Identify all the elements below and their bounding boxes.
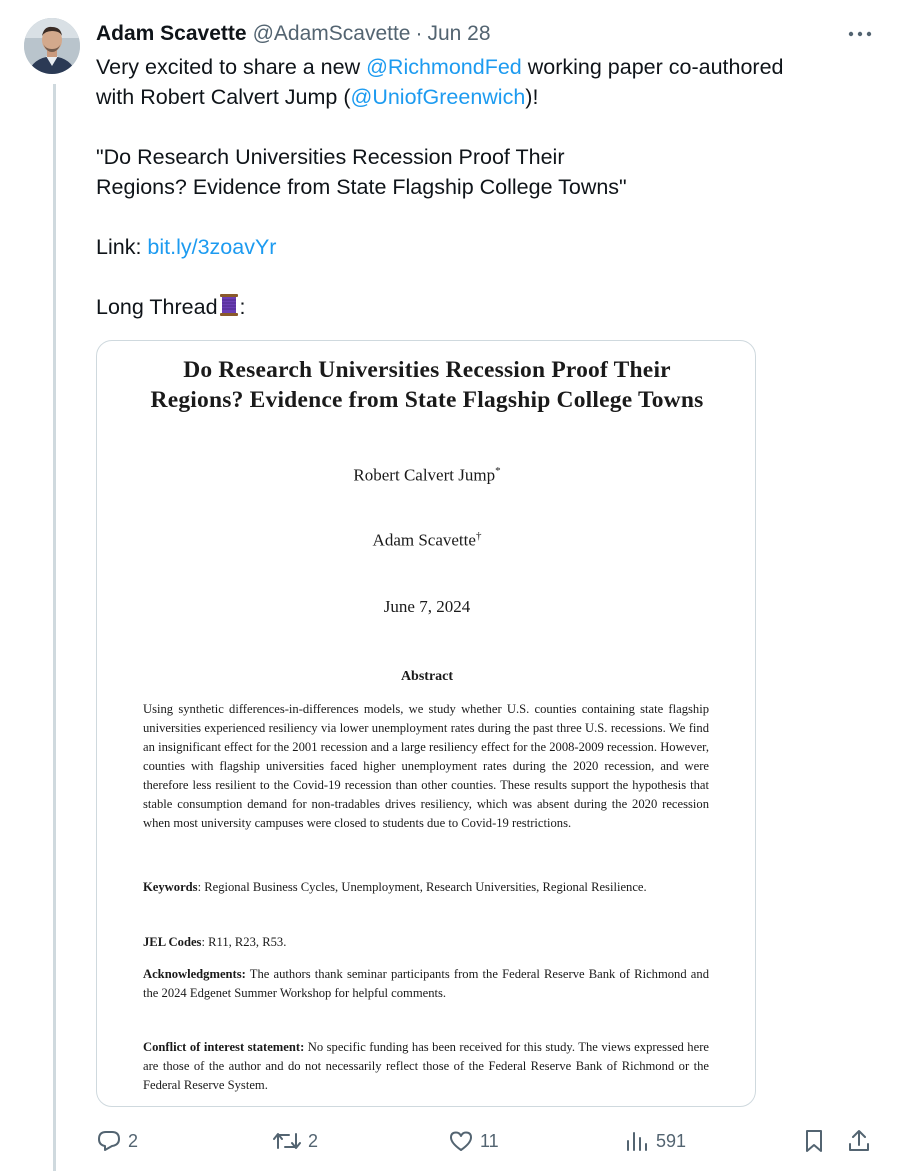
share-icon	[846, 1128, 872, 1154]
acknowledgments-label: Acknowledgments:	[143, 967, 246, 981]
post-text-segment: working paper co-authored	[521, 55, 784, 79]
repost-count: 2	[308, 1130, 319, 1151]
paper-first-page-image	[97, 341, 756, 1107]
keywords-label: Keywords	[143, 880, 198, 894]
post-date[interactable]: Jun 28	[427, 22, 491, 45]
post-text-line	[96, 232, 856, 262]
acknowledgments-paragraph	[143, 965, 709, 1003]
thread-spool-icon	[218, 293, 240, 325]
paper-title-line: Do Research Universities Recession Proof Their	[183, 357, 671, 383]
paper-author	[97, 465, 756, 486]
acknowledgments-text: The authors thank seminar participants from the Federal Reserve Bank of Richmond and the 2024 Edgenet Summer Workshop for helpful comments.	[143, 967, 709, 1000]
thread-label: Long Thread	[96, 295, 218, 319]
paper-link[interactable]: bit.ly/3zoavYr	[147, 235, 277, 259]
paper-author	[97, 530, 756, 551]
keywords-paragraph	[143, 878, 709, 897]
jel-codes-label: JEL Codes	[143, 935, 202, 949]
keywords-text: : Regional Business Cycles, Unemployment, Research Universities, Regional Resilience.	[197, 880, 647, 894]
jel-codes-paragraph	[143, 933, 709, 952]
conflict-of-interest-text: No specific funding has been received for this study. The views expressed here are those of the author and do not necessarily reflect those of the Federal Reserve Bank of Richmond or the Federal Reserve System.	[143, 1040, 709, 1092]
post-text-line	[96, 292, 856, 322]
more-button[interactable]	[846, 22, 874, 46]
avatar-image	[24, 18, 80, 74]
paper-title-line: Regions? Evidence from State Flagship College Towns	[150, 387, 704, 413]
author-name[interactable]: Adam Scavette	[96, 22, 247, 45]
post-text-segment: Very excited to share a new	[96, 55, 367, 79]
bookmark-button[interactable]	[802, 1126, 826, 1156]
views-count: 591	[656, 1130, 687, 1151]
views-icon	[624, 1129, 650, 1153]
conflict-of-interest-label: Conflict of interest statement:	[143, 1040, 305, 1054]
abstract-body: Using synthetic differences-in-differences models, we study whether U.S. counties containing state flagship universities experienced resiliency via lower unemployment rates during the past three U.S. recessions. We find an insignificant effect for the 2001 recession and a large resiliency effect for the 2008-2009 recession. However, counties with flagship universities faced higher unemployment rates during the 2020 recession, and were therefore less resilient to the Covid-19 recession than other counties. These results support the hypothesis that stable consumption demand for non-tradables drives resiliency, which was absent during the 2020 recession when most university campuses were closed to students due to Covid-19 restrictions.	[143, 702, 709, 830]
paper-date: June 7, 2024	[383, 597, 471, 616]
abstract-heading: Abstract	[400, 669, 454, 684]
quoted-title-line: Regions? Evidence from State Flagship College Towns"	[96, 175, 627, 199]
post-text-segment: )!	[525, 85, 539, 109]
reply-icon	[96, 1129, 122, 1153]
paper-author-mark: †	[475, 530, 482, 542]
more-icon	[848, 31, 872, 37]
bookmark-icon	[802, 1128, 826, 1154]
header-separator: ·	[415, 22, 423, 45]
link-label: Link:	[96, 235, 148, 259]
thread-connector-line	[53, 84, 56, 1171]
repost-button[interactable]	[272, 1126, 318, 1156]
conflict-of-interest-paragraph	[143, 1038, 709, 1095]
paper-author-mark: *	[495, 465, 501, 477]
action-bar	[0, 1122, 898, 1160]
thread-colon: :	[239, 295, 246, 319]
post-text-segment: with Robert Calvert Jump (	[96, 85, 351, 109]
reply-button[interactable]	[96, 1126, 138, 1156]
quoted-title-line: "Do Research Universities Recession Proof Their	[96, 145, 565, 169]
jel-codes-text: : R11, R23, R53.	[201, 935, 287, 949]
author-handle[interactable]: @AdamScavette	[252, 22, 411, 45]
mention-uniofgreenwich[interactable]: @UniofGreenwich	[350, 85, 526, 109]
post-header	[96, 20, 491, 48]
heart-icon	[448, 1129, 474, 1153]
post-text-line	[96, 82, 856, 112]
share-button[interactable]	[846, 1126, 872, 1156]
reply-count: 2	[128, 1130, 139, 1151]
paper-author-name: Adam Scavette	[372, 530, 476, 550]
like-button[interactable]	[448, 1126, 499, 1156]
mention-richmondfed[interactable]: @RichmondFed	[366, 55, 522, 79]
post-text-line	[96, 52, 856, 82]
paper-title	[97, 355, 756, 415]
attached-image-card[interactable]	[96, 340, 756, 1107]
avatar[interactable]	[24, 18, 80, 74]
like-count: 11	[480, 1130, 499, 1151]
paper-author-name: Robert Calvert Jump	[353, 465, 496, 485]
post-text	[96, 52, 856, 322]
views-button[interactable]	[624, 1126, 686, 1156]
repost-icon	[272, 1129, 302, 1153]
